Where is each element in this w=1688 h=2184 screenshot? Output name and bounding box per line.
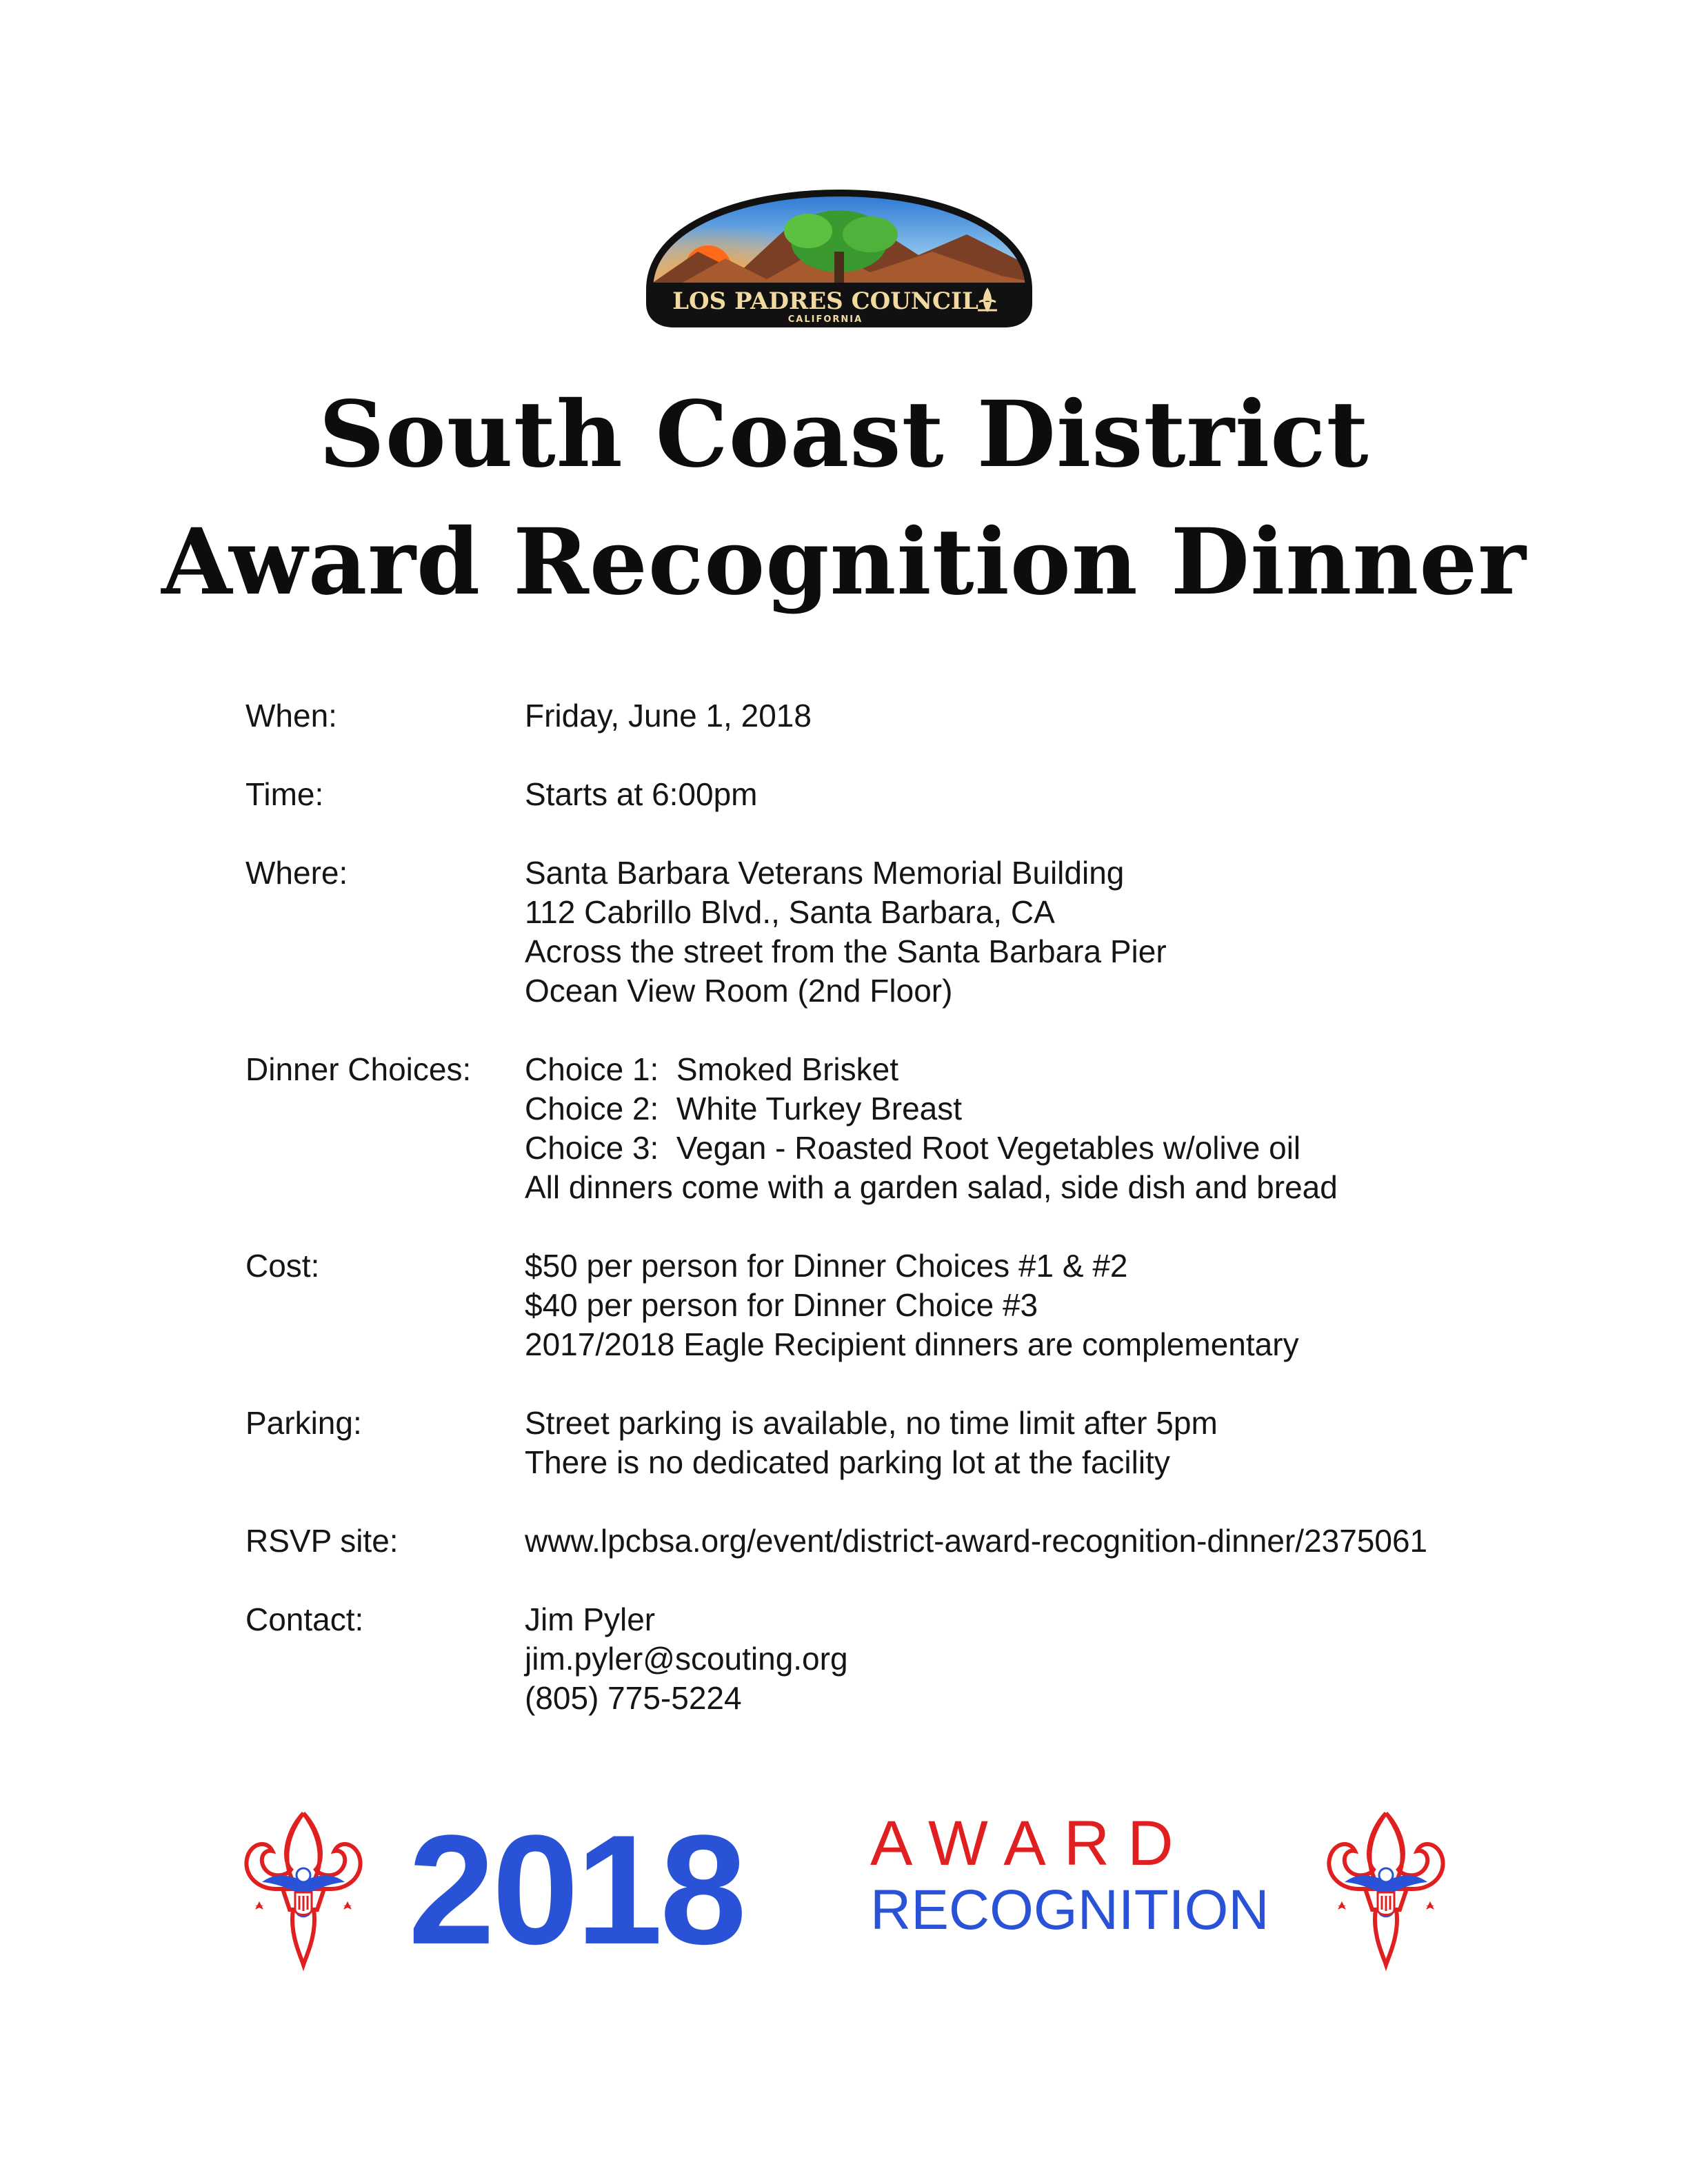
- detail-row-cost: [245, 1246, 1528, 1364]
- patch-council-name: LOS PADRES COUNCIL: [672, 287, 978, 315]
- banner-award: AWARD: [870, 1808, 1192, 1879]
- detail-value: Starts at 6:00pm: [525, 776, 758, 812]
- detail-row-when: [245, 696, 1528, 736]
- detail-value: Friday, June 1, 2018: [525, 698, 812, 734]
- detail-label: Parking:: [245, 1405, 362, 1441]
- page-title-line-2: Award Recognition Dinner: [161, 509, 1527, 616]
- detail-value: $50 per person for Dinner Choices #1 & #2: [525, 1248, 1128, 1284]
- detail-value: Choice 3: Vegan - Roasted Root Vegetables w/olive oil: [525, 1130, 1301, 1166]
- detail-value: 2017/2018 Eagle Recipient dinners are complementary: [525, 1326, 1299, 1362]
- rsvp-link[interactable]: www.lpcbsa.org/event/district-award-recognition-dinner/2375061: [525, 1523, 1428, 1559]
- council-patch-logo: [643, 186, 1036, 331]
- detail-value: Choice 1: Smoked Brisket: [525, 1051, 899, 1087]
- detail-value: There is no dedicated parking lot at the facility: [525, 1444, 1170, 1480]
- detail-row-where: [245, 853, 1528, 1011]
- detail-label: Where:: [245, 855, 348, 891]
- detail-value: Choice 2: White Turkey Breast: [525, 1091, 963, 1126]
- page-title-line-1: South Coast District: [319, 381, 1369, 488]
- detail-label: Cost:: [245, 1248, 320, 1284]
- detail-row-dinner-choices: [245, 1050, 1528, 1207]
- detail-value: Across the street from the Santa Barbara Pier: [525, 933, 1167, 969]
- detail-row-contact: [245, 1600, 1528, 1718]
- detail-value: Santa Barbara Veterans Memorial Building: [525, 855, 1125, 891]
- detail-label: When:: [245, 698, 337, 734]
- detail-label: RSVP site:: [245, 1523, 399, 1559]
- banner-recognition: RECOGNITION: [870, 1879, 1269, 1941]
- detail-value: Ocean View Room (2nd Floor): [525, 973, 953, 1009]
- event-details: [245, 696, 1528, 1757]
- contact-email[interactable]: jim.pyler@scouting.org: [525, 1641, 848, 1677]
- detail-value: $40 per person for Dinner Choice #3: [525, 1287, 1038, 1323]
- patch-state: CALIFORNIA: [787, 314, 863, 325]
- detail-value: All dinners come with a garden salad, side dish and bread: [525, 1169, 1338, 1205]
- detail-value: Street parking is available, no time limit after 5pm: [525, 1405, 1218, 1441]
- detail-value: 112 Cabrillo Blvd., Santa Barbara, CA: [525, 894, 1055, 930]
- contact-phone: (805) 775-5224: [525, 1680, 742, 1716]
- fleur-de-lis-eagle-icon: [1317, 1806, 1455, 1972]
- detail-row-parking: [245, 1404, 1528, 1482]
- detail-row-rsvp: [245, 1521, 1528, 1561]
- detail-row-time: [245, 775, 1528, 814]
- council-patch-icon: [643, 186, 1036, 331]
- detail-label: Time:: [245, 776, 324, 812]
- detail-label: Dinner Choices:: [245, 1051, 472, 1087]
- contact-name: Jim Pyler: [525, 1601, 656, 1637]
- banner-year: 2018: [408, 1802, 744, 1976]
- detail-label: Contact:: [245, 1601, 364, 1637]
- fleur-de-lis-eagle-icon: [234, 1806, 372, 1972]
